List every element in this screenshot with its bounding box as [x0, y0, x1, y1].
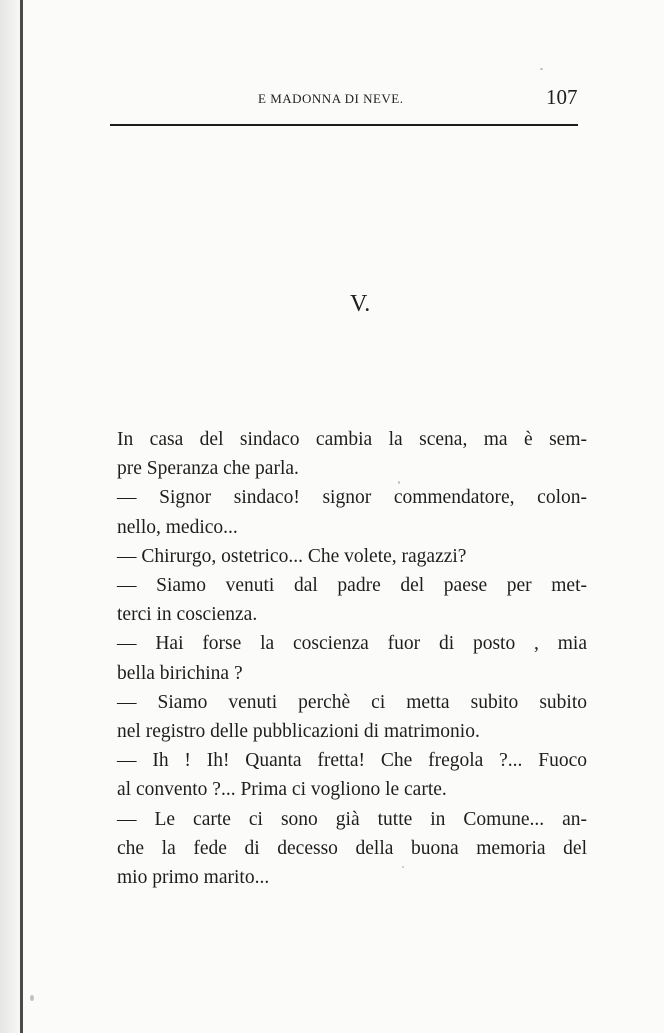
- paragraph: [117, 542, 587, 571]
- paragraph: [117, 571, 587, 629]
- text-line: — Le carte ci sono già tutte in Comune... an-: [117, 808, 587, 830]
- text-line: nello, medico...: [117, 516, 238, 538]
- text-line: — Signor sindaco! signor commendatore, colon-: [117, 487, 587, 509]
- text-line: al convento ?... Prima ci vogliono le carte.: [117, 779, 447, 801]
- running-head: E MADONNA DI NEVE.: [258, 91, 404, 106]
- scan-speckle: [30, 995, 34, 1001]
- paragraph: [117, 425, 587, 483]
- header-rule: [110, 124, 578, 126]
- text-line: — Chirurgo, ostetrico... Che volete, ragazzi?: [117, 545, 467, 567]
- text-line: In casa del sindaco cambia la scena, ma è sem-: [117, 429, 587, 450]
- scan-speckle: [398, 481, 400, 484]
- body-text: [117, 425, 587, 892]
- paragraph: [117, 688, 587, 746]
- text-line: — Siamo venuti dal padre del paese per met-: [117, 575, 587, 597]
- text-line: che la fede di decesso della buona memoria del: [117, 837, 587, 859]
- paragraph: [117, 805, 587, 893]
- paragraph: [117, 483, 587, 541]
- text-line: bella birichina ?: [117, 662, 243, 684]
- paragraph: [117, 629, 587, 687]
- scan-speckle: [402, 866, 404, 868]
- chapter-number: V.: [350, 291, 371, 317]
- text-line: mio primo marito...: [117, 867, 270, 889]
- binding-edge: [20, 0, 23, 1033]
- text-line: — Hai forse la coscienza fuor di posto , mia: [117, 633, 587, 655]
- text-line: nel registro delle pubblicazioni di matrimonio.: [117, 721, 480, 743]
- page-number: 107: [546, 85, 578, 109]
- text-line: — Siamo venuti perchè ci metta subito subito: [117, 691, 587, 713]
- text-line: pre Speranza che parla.: [117, 458, 299, 480]
- scan-speckle: [540, 68, 543, 70]
- text-line: — Ih ! Ih! Quanta fretta! Che fregola ?... Fuoco: [117, 750, 587, 772]
- binding-shadow: [0, 0, 20, 1033]
- text-line: terci in coscienza.: [117, 604, 258, 626]
- paragraph: [117, 746, 587, 804]
